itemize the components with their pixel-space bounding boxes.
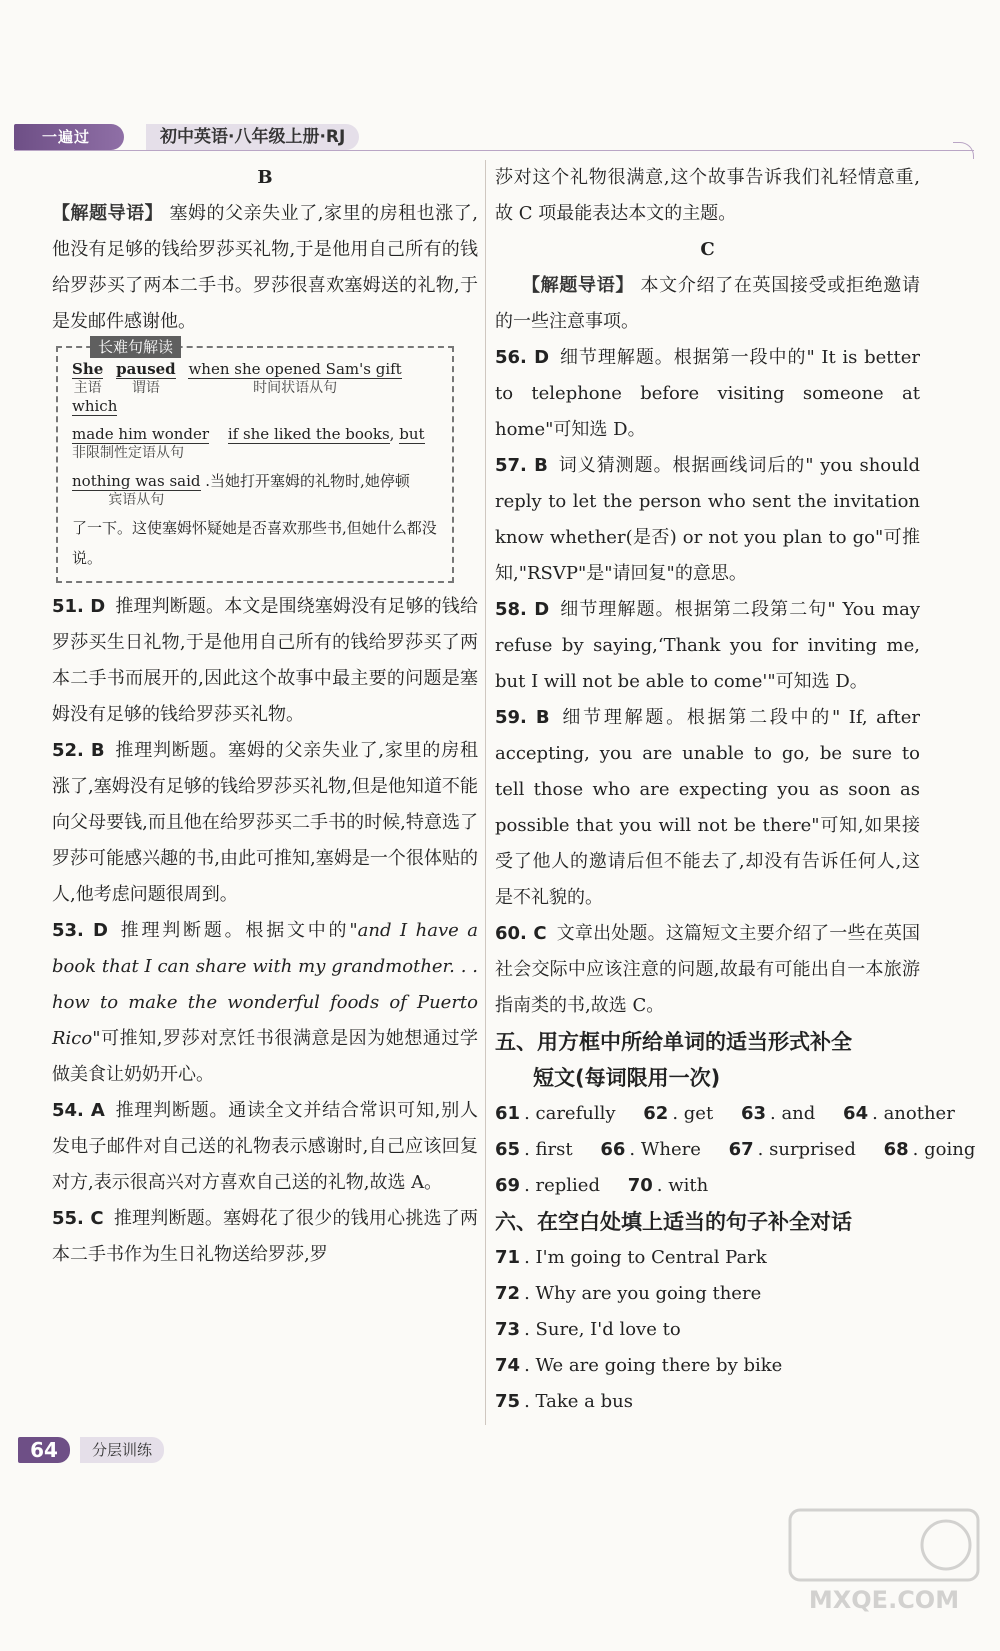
relative-clause-tag: 非限制性定语从句 [72, 445, 184, 461]
object-clause: nothing was said [72, 472, 201, 490]
answer-number: 68 [883, 1139, 909, 1160]
answer-number: 72 [495, 1283, 521, 1304]
answer-57-label: 57. B [495, 455, 548, 476]
dialogue-answer: 72 . Why are you going there [495, 1283, 762, 1304]
object-clause-tag: 宾语从句 [108, 492, 165, 508]
time-clause-tag: 时间状语从句 [253, 380, 338, 396]
answer-56-text: 细节理解题。根据第一段中的" It is better to telephone before visiting someone at home"可知选 D。 [495, 347, 920, 440]
answer-55 [52, 1201, 478, 1273]
dialogue-answer: 71 . I'm going to Central Park [495, 1247, 767, 1268]
section-5-heading: 五、用方框中所给单词的适当形式补全 [495, 1030, 852, 1054]
grammar-row-2: made him wonder 非限制性定语从句 if she liked the books, but [72, 425, 425, 461]
guide-lead: 【解题导语】 [52, 203, 164, 224]
watermark-logo [786, 1506, 982, 1616]
subject-tag: 主语 [73, 380, 102, 396]
answer-word: first [535, 1139, 573, 1160]
guide-lead-c: 【解题导语】 [522, 275, 635, 296]
answer-row: 65 . first 66 . Where 67 . surprised 68 . going [495, 1139, 976, 1160]
answer-number: 64 [843, 1103, 869, 1124]
answer-number: 70 [627, 1175, 653, 1196]
which-word: which [72, 397, 118, 415]
answer-52-text: 推理判断题。塞姆的父亲失业了,家里的房租涨了,塞姆没有足够的钱给罗莎买礼物,但是他知道不能向父母要钱,而且他在给罗莎买二手书的时候,特意选了罗莎可能感兴趣的书,由此可推知,塞姆是一个很体贴的人,他考虑问题很周到。 [52, 740, 478, 905]
watermark-text: MXQE.COM [808, 1586, 960, 1614]
relative-clause: made him wonder [72, 425, 210, 443]
answer-word: going [924, 1139, 976, 1160]
answer-number: 71 [495, 1247, 521, 1268]
header-rule [14, 150, 974, 151]
header-curve [953, 142, 974, 159]
answer-54-text: 推理判断题。通读全文并结合常识可知,别人发电子邮件对自己送的礼物表示感谢时,自己应该回复对方,表示很高兴对方喜欢自己送的礼物,故选 A。 [52, 1100, 478, 1193]
answer-sentence: Take a bus [535, 1391, 633, 1412]
answer-word: replied [535, 1175, 600, 1196]
book-title: 初中英语·八年级上册·RJ [146, 124, 359, 150]
answer-word: with [668, 1175, 709, 1196]
answer-sentence: Why are you going there [535, 1283, 762, 1304]
answer-number: 61 [495, 1103, 521, 1124]
answer-51-label: 51. D [52, 596, 106, 617]
answer-number: 67 [728, 1139, 754, 1160]
predicate-word: paused [116, 360, 176, 378]
answer-53 [52, 913, 478, 1093]
answer-number: 69 [495, 1175, 521, 1196]
footer-label: 分层训练 [80, 1437, 164, 1463]
but-word: but [399, 425, 425, 443]
answer-number: 65 [495, 1139, 521, 1160]
answer-60 [495, 916, 920, 1024]
answer-sentence: I'm going to Central Park [535, 1247, 767, 1268]
page-number: 64 [18, 1437, 70, 1463]
answer-55-continued: 莎对这个礼物很满意,这个故事告诉我们礼轻情意重,故 C 项最能表达本文的主题。 [495, 167, 920, 224]
answer-54 [52, 1093, 478, 1201]
translation-rest: 了一下。这使塞姆怀疑她是否喜欢那些书,但她什么都没说。 [72, 519, 437, 567]
answer-word: get [683, 1103, 714, 1124]
answer-56 [495, 340, 920, 448]
answer-number: 63 [740, 1103, 766, 1124]
answer-number: 66 [600, 1139, 626, 1160]
long-sentence-box [56, 338, 454, 583]
answer-53-label: 53. D [52, 920, 108, 941]
grammar-analysis [72, 360, 440, 573]
answer-word: Where [640, 1139, 701, 1160]
answer-51-text: 推理判断题。本文是围绕塞姆没有足够的钱给罗莎买生日礼物,于是他用自己所有的钱给罗莎买了两本二手书而展开的,因此这个故事中最主要的问题是塞姆没有足够的钱给罗莎买礼物。 [52, 596, 478, 725]
answer-56-label: 56. D [495, 347, 550, 368]
answer-58-text: 细节理解题。根据第二段第二句" You may refuse by saying,‘Thank you for inviting me, but I will not be able to come'"可知选 D。 [495, 599, 920, 692]
answer-53-quote: and I have a book that I can share with my grandmother. . . how to make the wonderful foods of Puerto Rico [52, 920, 479, 1049]
guide-text: 塞姆的父亲失业了,家里的房租也涨了,他没有足够的钱给罗莎买礼物,于是他用自己所有的钱给罗莎买了两本二手书。罗莎很喜欢塞姆送的礼物,于是发邮件感谢他。 [52, 203, 479, 332]
brand-tab: 一遍过 [14, 124, 124, 150]
section-5-answers [495, 1096, 976, 1204]
answer-55-label: 55. C [52, 1208, 104, 1229]
answer-59 [495, 700, 920, 916]
answer-sentence: We are going there by bike [535, 1355, 783, 1376]
answer-row: 61 . carefully 62 . get 63 . and 64 . another [495, 1103, 955, 1124]
answer-60-label: 60. C [495, 923, 547, 944]
answer-59-label: 59. B [495, 707, 550, 728]
answer-55-text: 推理判断题。塞姆花了很少的钱用心挑选了两本二手书作为生日礼物送给罗莎,罗 [52, 1208, 478, 1265]
answer-60-text: 文章出处题。这篇短文主要介绍了一些在英国社会交际中应该注意的问题,故最有可能出自一本旅游指南类的书,故选 C。 [495, 923, 920, 1016]
dialogue-answer: 73 . Sure, I'd love to [495, 1319, 681, 1340]
page-header [14, 124, 974, 152]
answer-number: 62 [643, 1103, 669, 1124]
answer-word: and [781, 1103, 816, 1124]
section-c-title: C [700, 239, 715, 260]
guide-paragraph-c [495, 268, 920, 340]
answer-52 [52, 733, 478, 913]
answer-number: 75 [495, 1391, 521, 1412]
answer-word: carefully [535, 1103, 616, 1124]
guide-paragraph-b [52, 196, 478, 340]
guide-text-c: 本文介绍了在英国接受或拒绝邀请的一些注意事项。 [495, 275, 920, 332]
answer-number: 73 [495, 1319, 521, 1340]
answer-54-label: 54. A [52, 1100, 105, 1121]
section-6-heading: 六、在空白处填上适当的句子补全对话 [495, 1210, 852, 1234]
grammar-row-1 [72, 360, 440, 415]
answer-51 [52, 589, 478, 733]
answer-number: 74 [495, 1355, 521, 1376]
column-divider [485, 160, 486, 1425]
answer-53-text-c: "可推知,罗莎对烹饪书很满意是因为她想通过学做美食让奶奶开心。 [52, 1028, 478, 1085]
dialogue-answer: 75 . Take a bus [495, 1391, 633, 1412]
if-clause: if she liked the books [227, 425, 390, 443]
answer-row: 69 . replied 70 . with [495, 1175, 709, 1196]
answer-word: another [883, 1103, 955, 1124]
answer-58 [495, 592, 920, 700]
subject-word: She [72, 360, 104, 378]
box-label: 长难句解读 [90, 336, 181, 358]
right-column [495, 160, 976, 1420]
answer-53-text-a: 推理判断题。根据文中的" [117, 920, 358, 941]
time-clause: when she opened Sam's gift [188, 360, 402, 378]
answer-word: surprised [769, 1139, 856, 1160]
answer-52-label: 52. B [52, 740, 105, 761]
predicate-tag: 谓语 [131, 380, 160, 396]
answer-58-label: 58. D [495, 599, 550, 620]
section-5-subheading: 短文(每词限用一次) [533, 1066, 721, 1090]
answer-sentence: Sure, I'd love to [535, 1319, 681, 1340]
section-6-answers [495, 1240, 920, 1420]
left-column [52, 160, 478, 1273]
answer-57 [495, 448, 920, 592]
answer-57-text: 词义猜测题。根据画线词后的" you should reply to let the person who sent the invitation know whether(是否) or not you plan to go"可推知,"RSVP"是"请回复"的意思。 [495, 455, 921, 584]
answer-59-text: 细节理解题。根据第二段中的" If, after accepting, you are unable to go, be sure to tell those who are expecting you as soon as possible that you will not be there"可知,如果接受了他人的邀请后但不能去了,却没有告诉任何人,这是不礼貌的。 [495, 707, 920, 908]
translation-start: .当她打开塞姆的礼物时,她停顿 [205, 472, 410, 490]
section-b-title: B [257, 167, 273, 188]
dialogue-answer: 74 . We are going there by bike [495, 1355, 783, 1376]
grammar-row-3 [72, 472, 440, 509]
